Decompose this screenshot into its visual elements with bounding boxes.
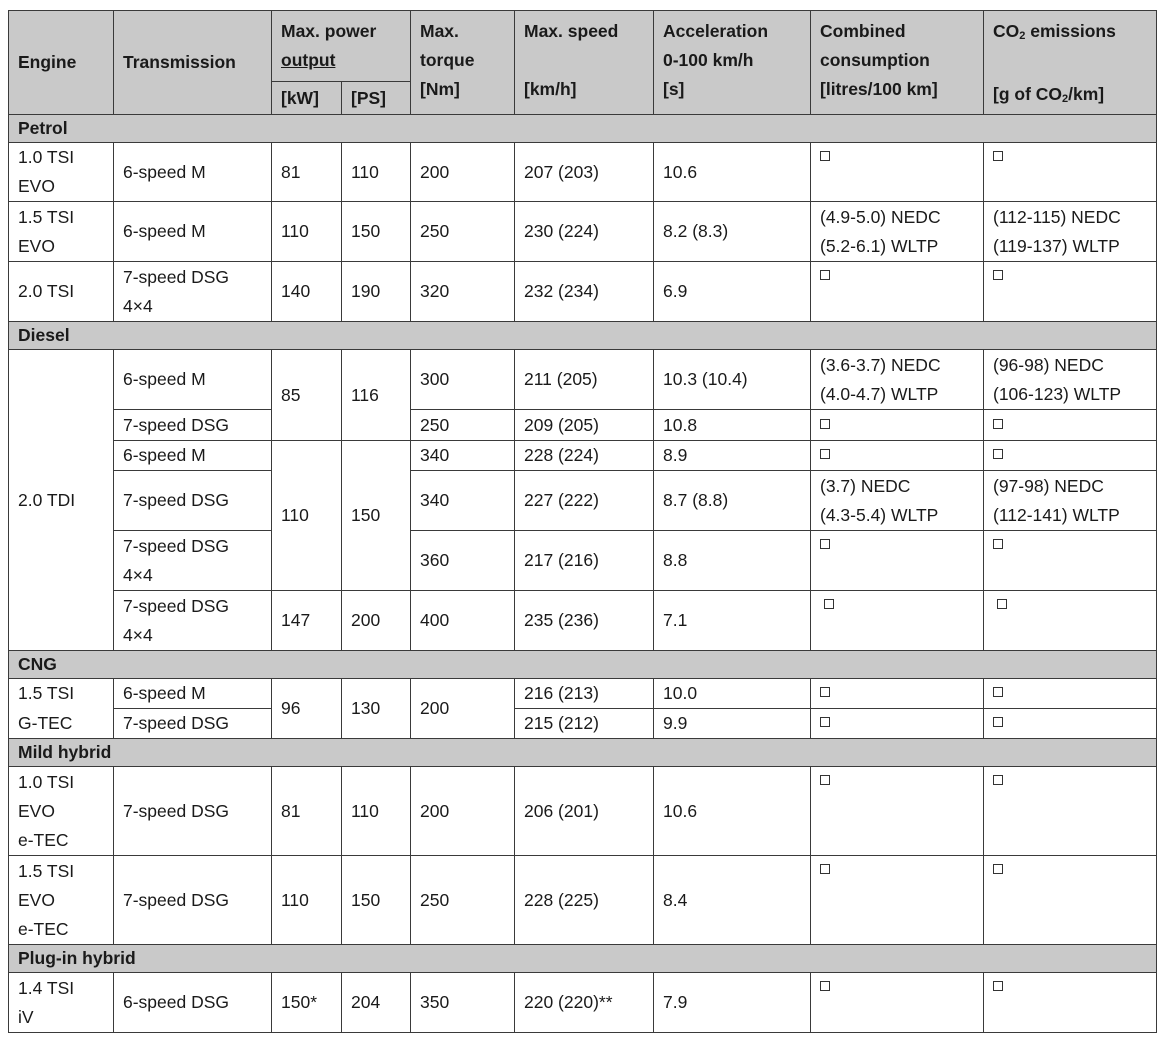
cell-text: [s] bbox=[663, 79, 685, 99]
table-row bbox=[9, 262, 1157, 322]
table-cell bbox=[984, 531, 1157, 591]
table-cell: 232 (234) bbox=[515, 262, 654, 322]
table-cell: 116 bbox=[342, 350, 411, 441]
header-acceleration bbox=[654, 11, 811, 115]
cell-text: [km/h] bbox=[524, 79, 577, 99]
section-plugin-hybrid bbox=[9, 945, 1157, 973]
section-cng bbox=[9, 651, 1157, 679]
section-mild-hybrid bbox=[9, 739, 1157, 767]
placeholder-box-icon bbox=[993, 539, 1003, 549]
table-cell: 147 bbox=[272, 591, 342, 651]
table-cell: 250 bbox=[411, 856, 515, 945]
cell-text: 1.5 TSI bbox=[18, 860, 75, 881]
table-cell bbox=[9, 856, 114, 945]
table-cell bbox=[9, 973, 114, 1033]
table-cell: 6.9 bbox=[654, 262, 811, 322]
cell-text: 1.5 TSI bbox=[18, 206, 75, 227]
cell-text: (5.2-6.1) WLTP bbox=[820, 235, 939, 256]
placeholder-box-icon bbox=[993, 449, 1003, 459]
table-cell bbox=[9, 143, 114, 202]
table-cell: CNG bbox=[9, 651, 1157, 679]
table-cell: 200 bbox=[411, 143, 515, 202]
placeholder-box-icon bbox=[993, 687, 1003, 697]
cell-text: Combined bbox=[820, 21, 906, 41]
header-kw bbox=[272, 82, 342, 115]
table-cell: 209 (205) bbox=[515, 410, 654, 441]
cell-text: [PS] bbox=[351, 87, 386, 108]
table-cell: 200 bbox=[342, 591, 411, 651]
header-ps bbox=[342, 82, 411, 115]
cell-text: (112-141) WLTP bbox=[993, 504, 1120, 525]
cell-text: 2 bbox=[1019, 30, 1026, 42]
table-cell bbox=[984, 441, 1157, 471]
table-cell bbox=[984, 973, 1157, 1033]
cell-text: EVO bbox=[18, 176, 55, 196]
cell-text: Transmission bbox=[123, 52, 236, 72]
table-cell: 150* bbox=[272, 973, 342, 1033]
table-cell: 200 bbox=[411, 767, 515, 856]
table-cell bbox=[984, 856, 1157, 945]
table-row bbox=[9, 143, 1157, 202]
placeholder-box-icon bbox=[993, 981, 1003, 991]
cell-text: emissions bbox=[1025, 21, 1116, 41]
table-cell: 228 (224) bbox=[515, 441, 654, 471]
table-cell: 190 bbox=[342, 262, 411, 322]
table-cell bbox=[114, 591, 272, 651]
placeholder-box-icon bbox=[993, 270, 1003, 280]
table-cell bbox=[984, 410, 1157, 441]
cell-text: Max. power bbox=[281, 21, 377, 41]
table-cell: 207 (203) bbox=[515, 143, 654, 202]
table-cell: 110 bbox=[342, 143, 411, 202]
table-cell: 235 (236) bbox=[515, 591, 654, 651]
table-cell: 7-speed DSG bbox=[114, 410, 272, 441]
cell-text: (96-98) NEDC bbox=[993, 354, 1104, 375]
placeholder-box-icon bbox=[820, 419, 830, 429]
cell-text: EVO bbox=[18, 235, 55, 256]
table-cell bbox=[811, 410, 984, 441]
table-cell: 9.9 bbox=[654, 709, 811, 739]
engine-specs-table bbox=[8, 10, 1157, 1033]
table-cell: 85 bbox=[272, 350, 342, 441]
table-row bbox=[9, 531, 1157, 591]
cell-text: 7-speed DSG bbox=[123, 595, 230, 616]
placeholder-box-icon bbox=[993, 717, 1003, 727]
table-row bbox=[9, 471, 1157, 531]
header-transmission bbox=[114, 11, 272, 115]
table-cell: 6-speed M bbox=[114, 143, 272, 202]
table-cell: 300 bbox=[411, 350, 515, 410]
cell-text: [litres/100 km] bbox=[820, 79, 938, 99]
cell-text: iV bbox=[18, 1006, 34, 1027]
placeholder-box-icon bbox=[993, 775, 1003, 785]
cell-text: 4×4 bbox=[123, 624, 153, 645]
placeholder-box-icon bbox=[824, 599, 834, 609]
table-cell bbox=[984, 350, 1157, 410]
table-cell: 6-speed M bbox=[114, 350, 272, 410]
table-cell: 140 bbox=[272, 262, 342, 322]
table-cell: 150 bbox=[342, 441, 411, 591]
table-cell bbox=[984, 709, 1157, 739]
table-cell: Mild hybrid bbox=[9, 739, 1157, 767]
table-cell: 110 bbox=[342, 767, 411, 856]
placeholder-box-icon bbox=[820, 981, 830, 991]
table-cell: 227 (222) bbox=[515, 471, 654, 531]
cell-text: (4.0-4.7) WLTP bbox=[820, 383, 939, 404]
cell-text: (119-137) WLTP bbox=[993, 235, 1120, 256]
header-row bbox=[9, 11, 1157, 82]
cell-text: [kW] bbox=[281, 87, 319, 108]
table-cell bbox=[984, 471, 1157, 531]
table-cell: 8.2 (8.3) bbox=[654, 202, 811, 262]
table-cell: 217 (216) bbox=[515, 531, 654, 591]
cell-text: torque bbox=[420, 50, 475, 70]
table-cell: 7-speed DSG bbox=[114, 856, 272, 945]
table-cell bbox=[984, 591, 1157, 651]
header-co2 bbox=[984, 11, 1157, 115]
table-cell: 10.6 bbox=[654, 143, 811, 202]
placeholder-box-icon bbox=[820, 270, 830, 280]
table-cell: 6-speed M bbox=[114, 441, 272, 471]
table-cell: 81 bbox=[272, 767, 342, 856]
table-cell: 2.0 TSI bbox=[9, 262, 114, 322]
table-row bbox=[9, 410, 1157, 441]
table-cell: 1.5 TSI bbox=[9, 679, 114, 709]
table-cell: 7.1 bbox=[654, 591, 811, 651]
header-consumption bbox=[811, 11, 984, 115]
cell-text: (112-115) NEDC bbox=[993, 206, 1121, 227]
table-cell bbox=[811, 471, 984, 531]
cell-text: EVO bbox=[18, 800, 55, 821]
cell-text: 1.4 TSI bbox=[18, 977, 75, 998]
table-row bbox=[9, 350, 1157, 410]
table-cell bbox=[811, 856, 984, 945]
table-row bbox=[9, 767, 1157, 856]
placeholder-box-icon bbox=[820, 717, 830, 727]
table-cell: 8.7 (8.8) bbox=[654, 471, 811, 531]
table-cell: 250 bbox=[411, 410, 515, 441]
cell-text: (4.3-5.4) WLTP bbox=[820, 504, 939, 525]
placeholder-box-icon bbox=[993, 864, 1003, 874]
table-cell bbox=[811, 202, 984, 262]
cell-text: 4×4 bbox=[123, 295, 153, 316]
table-cell: 10.3 (10.4) bbox=[654, 350, 811, 410]
table-cell: 10.0 bbox=[654, 679, 811, 709]
table-row bbox=[9, 202, 1157, 262]
cell-text: (3.7) NEDC bbox=[820, 475, 911, 496]
table-row bbox=[9, 856, 1157, 945]
placeholder-box-icon bbox=[820, 151, 830, 161]
cell-text: 2 bbox=[1062, 93, 1069, 105]
cell-text: 4×4 bbox=[123, 564, 153, 585]
table-cell: 150 bbox=[342, 856, 411, 945]
table-cell bbox=[811, 591, 984, 651]
table-cell: 360 bbox=[411, 531, 515, 591]
table-cell: 400 bbox=[411, 591, 515, 651]
table-cell: 96 bbox=[272, 679, 342, 739]
table-cell bbox=[114, 531, 272, 591]
table-cell: 206 (201) bbox=[515, 767, 654, 856]
table-cell bbox=[811, 441, 984, 471]
table-cell: 320 bbox=[411, 262, 515, 322]
cell-text: Engine bbox=[18, 52, 77, 72]
placeholder-box-icon bbox=[993, 419, 1003, 429]
cell-text: [g of CO bbox=[993, 84, 1063, 104]
cell-text: (106-123) WLTP bbox=[993, 383, 1122, 404]
table-cell: 220 (220)** bbox=[515, 973, 654, 1033]
placeholder-box-icon bbox=[820, 775, 830, 785]
table-cell: 8.4 bbox=[654, 856, 811, 945]
section-diesel bbox=[9, 322, 1157, 350]
cell-text: 7-speed DSG bbox=[123, 535, 230, 556]
cell-text: Max. speed bbox=[524, 21, 619, 41]
table-cell: 230 (224) bbox=[515, 202, 654, 262]
cell-text: Acceleration bbox=[663, 21, 769, 41]
cell-text: (3.6-3.7) NEDC bbox=[820, 354, 941, 375]
placeholder-box-icon bbox=[993, 151, 1003, 161]
table-cell: 130 bbox=[342, 679, 411, 739]
table-row bbox=[9, 441, 1157, 471]
header-max-speed bbox=[515, 11, 654, 115]
table-cell: 216 (213) bbox=[515, 679, 654, 709]
table-cell bbox=[811, 350, 984, 410]
table-cell: 350 bbox=[411, 973, 515, 1033]
table-cell bbox=[9, 767, 114, 856]
table-cell bbox=[811, 262, 984, 322]
placeholder-box-icon bbox=[820, 449, 830, 459]
cell-text: (97-98) NEDC bbox=[993, 475, 1104, 496]
cell-text: EVO bbox=[18, 889, 55, 910]
table-cell: 10.8 bbox=[654, 410, 811, 441]
table-cell: 10.6 bbox=[654, 767, 811, 856]
placeholder-box-icon bbox=[820, 687, 830, 697]
cell-text: output bbox=[281, 50, 336, 70]
header-power bbox=[272, 11, 411, 82]
table-cell: 250 bbox=[411, 202, 515, 262]
cell-text: /km] bbox=[1068, 84, 1105, 104]
table-cell bbox=[811, 973, 984, 1033]
table-cell: 340 bbox=[411, 441, 515, 471]
table-cell: 150 bbox=[342, 202, 411, 262]
table-cell: 200 bbox=[411, 679, 515, 739]
table-cell: 6-speed DSG bbox=[114, 973, 272, 1033]
header-torque bbox=[411, 11, 515, 115]
table-cell: 211 (205) bbox=[515, 350, 654, 410]
placeholder-box-icon bbox=[820, 864, 830, 874]
table-cell: 8.8 bbox=[654, 531, 811, 591]
table-cell: 81 bbox=[272, 143, 342, 202]
table-cell: 6-speed M bbox=[114, 679, 272, 709]
table-cell: 7-speed DSG bbox=[114, 767, 272, 856]
table-cell bbox=[811, 679, 984, 709]
cell-text: e-TEC bbox=[18, 918, 69, 939]
cell-text: (4.9-5.0) NEDC bbox=[820, 206, 941, 227]
table-cell: 6-speed M bbox=[114, 202, 272, 262]
table-cell bbox=[984, 202, 1157, 262]
table-row bbox=[9, 591, 1157, 651]
table-cell bbox=[984, 679, 1157, 709]
header-engine bbox=[9, 11, 114, 115]
table-cell bbox=[811, 709, 984, 739]
cell-text: 1.0 TSI bbox=[18, 147, 75, 167]
table-cell: 7.9 bbox=[654, 973, 811, 1033]
table-cell: 2.0 TDI bbox=[9, 350, 114, 651]
table-row bbox=[9, 709, 1157, 739]
table-cell: 204 bbox=[342, 973, 411, 1033]
table-cell bbox=[811, 767, 984, 856]
table-cell: Diesel bbox=[9, 322, 1157, 350]
table-cell: 7-speed DSG bbox=[114, 471, 272, 531]
cell-text: consumption bbox=[820, 50, 930, 70]
table-cell: 228 (225) bbox=[515, 856, 654, 945]
table-cell bbox=[811, 143, 984, 202]
table-cell bbox=[984, 143, 1157, 202]
table-cell: 215 (212) bbox=[515, 709, 654, 739]
table-cell: 340 bbox=[411, 471, 515, 531]
cell-text: 0-100 km/h bbox=[663, 50, 754, 70]
table-cell: 110 bbox=[272, 202, 342, 262]
cell-text: Max. bbox=[420, 21, 459, 41]
table-cell: Plug-in hybrid bbox=[9, 945, 1157, 973]
cell-text: 7-speed DSG bbox=[123, 266, 230, 287]
table-cell: Petrol bbox=[9, 115, 1157, 143]
cell-text: e-TEC bbox=[18, 829, 69, 850]
table-cell bbox=[984, 767, 1157, 856]
table-cell bbox=[984, 262, 1157, 322]
table-cell: G-TEC bbox=[9, 709, 114, 739]
placeholder-box-icon bbox=[997, 599, 1007, 609]
table-cell bbox=[811, 531, 984, 591]
table-cell: 110 bbox=[272, 441, 342, 591]
table-cell: 7-speed DSG bbox=[114, 709, 272, 739]
table-cell bbox=[9, 202, 114, 262]
table-row bbox=[9, 973, 1157, 1033]
section-petrol bbox=[9, 115, 1157, 143]
table-cell: 110 bbox=[272, 856, 342, 945]
placeholder-box-icon bbox=[820, 539, 830, 549]
cell-text: 1.0 TSI bbox=[18, 771, 75, 792]
table-cell bbox=[114, 262, 272, 322]
table-cell: 8.9 bbox=[654, 441, 811, 471]
cell-text: [Nm] bbox=[420, 79, 460, 99]
table-row bbox=[9, 679, 1157, 709]
cell-text: CO bbox=[993, 21, 1020, 41]
